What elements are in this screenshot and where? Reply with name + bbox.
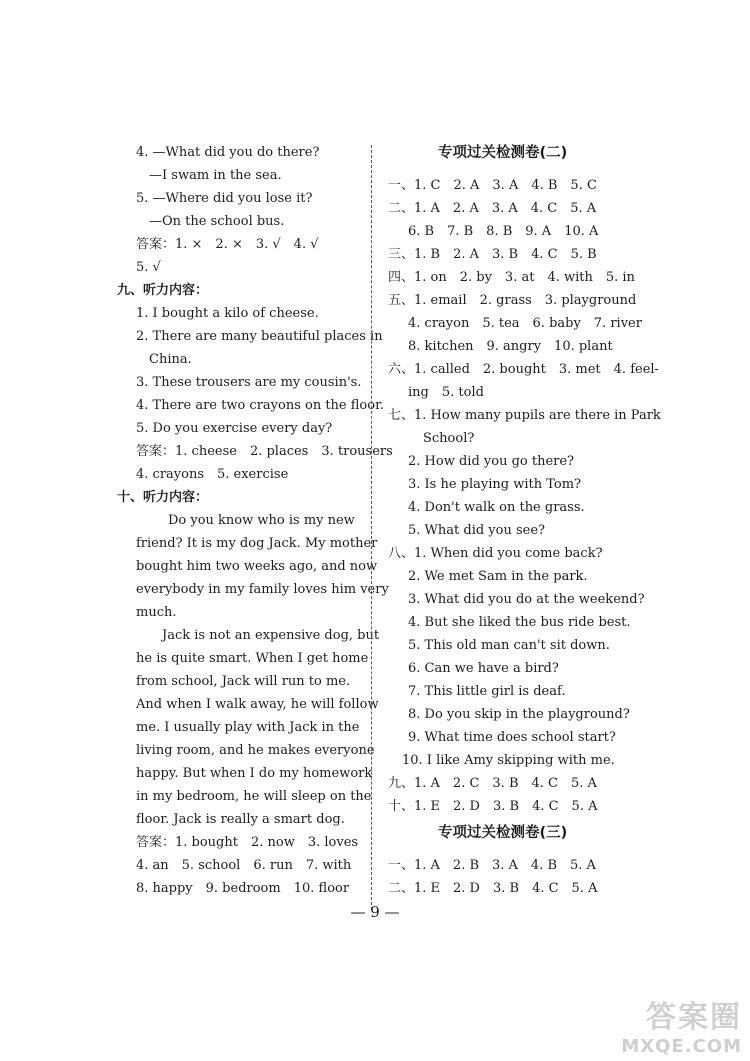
answer-line: 十、1. E 2. D 3. B 4. C 5. A bbox=[388, 799, 598, 814]
answer-line: 四、1. on 2. by 3. at 4. with 5. in bbox=[388, 270, 635, 285]
answer-line: 五、1. email 2. grass 3. playground bbox=[388, 293, 637, 308]
answer-line: 二、1. E 2. D 3. B 4. C 5. A bbox=[388, 881, 598, 896]
answer-line: 2. We met Sam in the park. bbox=[408, 569, 588, 584]
answer-line: 六、1. called 2. bought 3. met 4. feel- bbox=[388, 362, 659, 377]
text-line: 2. There are many beautiful places in bbox=[136, 329, 383, 344]
passage-line: Do you know who is my new bbox=[168, 513, 355, 528]
answer-line: 3. Is he playing with Tom? bbox=[408, 477, 582, 492]
answer-line: 6. Can we have a bird? bbox=[408, 661, 559, 676]
text-line: 1. I bought a kilo of cheese. bbox=[136, 306, 319, 321]
text-line: 3. These trousers are my cousin's. bbox=[136, 375, 362, 390]
text-line: 4. There are two crayons on the floor. bbox=[136, 398, 385, 413]
section-title: 专项过关检测卷(二) bbox=[438, 145, 568, 161]
passage-line: he is quite smart. When I get home bbox=[136, 651, 369, 666]
answer-line: 4. But she liked the bus ride best. bbox=[408, 615, 631, 630]
answer-line: 8. kitchen 9. angry 10. plant bbox=[408, 339, 613, 354]
answer-line: 一、1. C 2. A 3. A 4. B 5. C bbox=[388, 178, 597, 193]
section-heading: 九、听力内容： bbox=[117, 283, 209, 298]
text-line: China. bbox=[149, 352, 192, 367]
section-heading: 十、听力内容： bbox=[117, 490, 209, 505]
passage-line: everybody in my family loves him very bbox=[136, 582, 389, 597]
answer-line: 2. How did you go there? bbox=[408, 454, 575, 469]
watermark-url: MXQE.COM bbox=[621, 1036, 742, 1057]
answer-line: ing 5. told bbox=[408, 385, 484, 400]
answer-line: 9. What time does school start? bbox=[408, 730, 616, 745]
answer-line: 4. Don't walk on the grass. bbox=[408, 500, 585, 515]
passage-line: floor. Jack is really a smart dog. bbox=[136, 812, 345, 827]
passage-line: living room, and he makes everyone bbox=[136, 743, 375, 758]
passage-line: bought him two weeks ago, and now bbox=[136, 559, 378, 574]
answer-line: 6. B 7. B 8. B 9. A 10. A bbox=[408, 224, 599, 239]
text-line: 4. —What did you do there? bbox=[136, 145, 320, 160]
answer-line: 答案：1. bought 2. now 3. loves bbox=[136, 835, 359, 850]
passage-line: happy. But when I do my homework bbox=[136, 766, 373, 781]
passage-line: much. bbox=[136, 605, 177, 620]
answer-line: 八、1. When did you come back? bbox=[388, 546, 603, 561]
answer-line: 7. This little girl is deaf. bbox=[408, 684, 566, 699]
section-title: 专项过关检测卷(三) bbox=[438, 825, 568, 841]
column-divider bbox=[371, 145, 372, 910]
answer-line: 4. crayon 5. tea 6. baby 7. river bbox=[408, 316, 642, 331]
passage-line: from school, Jack will run to me. bbox=[136, 674, 351, 689]
text-line: —On the school bus. bbox=[149, 214, 285, 229]
answer-line: 一、1. A 2. B 3. A 4. B 5. A bbox=[388, 858, 596, 873]
text-line: —I swam in the sea. bbox=[149, 168, 282, 183]
page-number: — 9 — bbox=[350, 903, 400, 921]
answer-line: 5. √ bbox=[136, 260, 161, 275]
passage-line: me. I usually play with Jack in the bbox=[136, 720, 360, 735]
answer-line: 5. This old man can't sit down. bbox=[408, 638, 610, 653]
answer-line: 3. What did you do at the weekend? bbox=[408, 592, 645, 607]
answer-line: 4. crayons 5. exercise bbox=[136, 467, 289, 482]
answer-line: 答案：1. × 2. × 3. √ 4. √ bbox=[136, 237, 319, 252]
watermark-logo: 答案圈 bbox=[646, 1000, 742, 1035]
text-line: 5. Do you exercise every day? bbox=[136, 421, 333, 436]
passage-line: Jack is not an expensive dog, but bbox=[162, 628, 380, 643]
answer-line: 七、1. How many pupils are there in Park bbox=[388, 408, 661, 423]
answer-line: 8. happy 9. bedroom 10. floor bbox=[136, 881, 350, 896]
passage-line: And when I walk away, he will follow bbox=[136, 697, 379, 712]
watermark bbox=[621, 992, 742, 1057]
answer-line: 二、1. A 2. A 3. A 4. C 5. A bbox=[388, 201, 597, 216]
answer-line: 4. an 5. school 6. run 7. with bbox=[136, 858, 352, 873]
answer-line: 10. I like Amy skipping with me. bbox=[402, 753, 615, 768]
answer-line: 5. What did you see? bbox=[408, 523, 546, 538]
answer-line: 答案：1. cheese 2. places 3. trousers bbox=[136, 444, 393, 459]
answer-line: 三、1. B 2. A 3. B 4. C 5. B bbox=[388, 247, 597, 262]
answer-line: 九、1. A 2. C 3. B 4. C 5. A bbox=[388, 776, 597, 791]
passage-line: in my bedroom, he will sleep on the bbox=[136, 789, 372, 804]
answer-line: School? bbox=[423, 431, 475, 446]
passage-line: friend? It is my dog Jack. My mother bbox=[136, 536, 378, 551]
answer-line: 8. Do you skip in the playground? bbox=[408, 707, 630, 722]
text-line: 5. —Where did you lose it? bbox=[136, 191, 313, 206]
